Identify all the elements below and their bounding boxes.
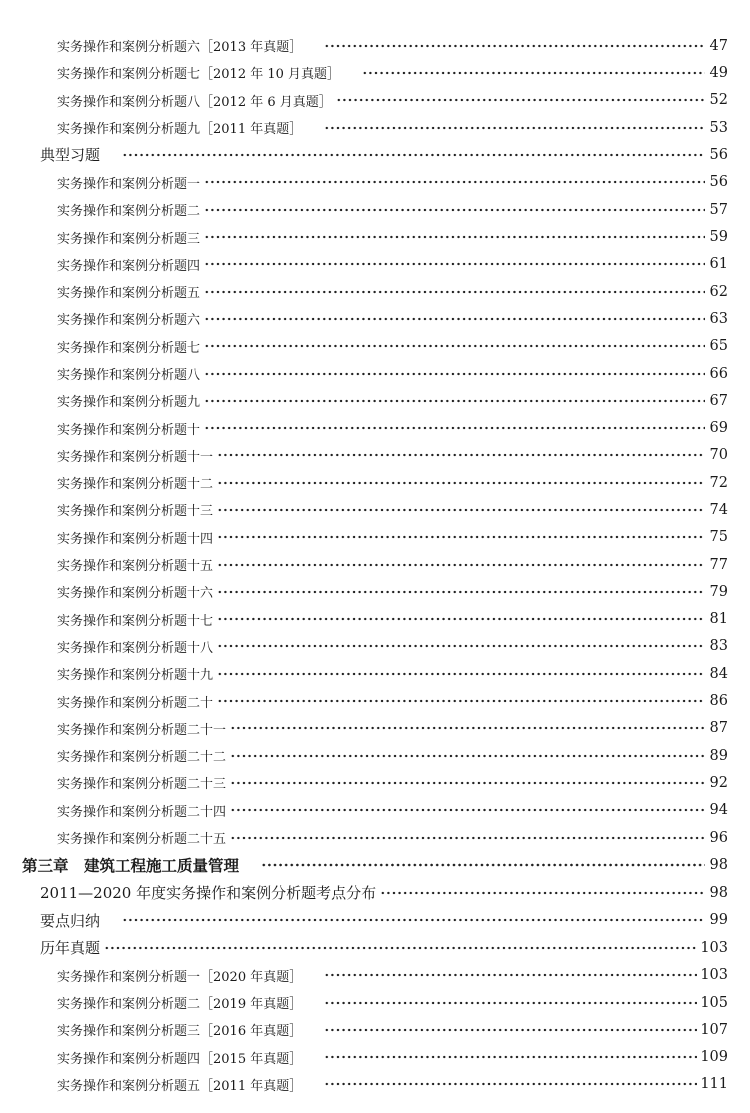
dot-leader <box>104 943 697 953</box>
toc-subsection-entry[interactable] <box>0 251 750 278</box>
toc-entry-page-number: 79 <box>709 583 728 600</box>
dot-leader <box>217 587 705 597</box>
toc-entry-page-number: 69 <box>709 420 728 437</box>
toc-entry-title: 实务操作和案例分析题二十五 <box>57 832 227 848</box>
toc-entry-title: 实务操作和案例分析题十九 <box>57 668 214 684</box>
toc-entry-page-number: 99 <box>709 912 728 929</box>
dot-leader <box>230 751 705 761</box>
toc-entry-page-number: 86 <box>709 693 728 710</box>
toc-section-entry[interactable] <box>0 141 750 169</box>
toc-entry-title: 实务操作和案例分析题九［2011 年真题］ <box>57 122 303 138</box>
toc-entry-page-number: 105 <box>700 994 728 1011</box>
toc-subsection-entry[interactable] <box>0 742 750 769</box>
toc-subsection-entry[interactable] <box>0 59 750 86</box>
toc-entry-title: 实务操作和案例分析题二十 <box>57 695 214 711</box>
toc-entry-page-number: 107 <box>700 1021 728 1038</box>
toc-subsection-entry[interactable] <box>0 551 750 578</box>
toc-entry-page-number: 61 <box>709 256 728 273</box>
toc-subsection-entry[interactable] <box>0 962 750 989</box>
toc-entry-page-number: 72 <box>709 474 728 491</box>
dot-leader <box>204 369 705 379</box>
dot-leader <box>324 1025 697 1035</box>
dot-leader <box>324 998 697 1008</box>
dot-leader <box>324 1052 697 1062</box>
toc-section-entry[interactable] <box>0 906 750 934</box>
toc-entry-title: 实务操作和案例分析题八 <box>57 368 201 383</box>
toc-entry-page-number: 84 <box>709 665 728 682</box>
toc-subsection-entry[interactable] <box>0 414 750 441</box>
toc-subsection-entry[interactable] <box>0 606 750 633</box>
dot-leader <box>217 614 705 624</box>
toc-subsection-entry[interactable] <box>0 715 750 742</box>
toc-entry-title: 2011—2020 年度实务操作和案例分析题考点分布 <box>40 884 377 903</box>
toc-subsection-entry[interactable] <box>0 578 750 605</box>
toc-subsection-entry[interactable] <box>0 797 750 824</box>
toc-subsection-entry[interactable] <box>0 1016 750 1043</box>
toc-entry-page-number: 56 <box>709 174 728 191</box>
dot-leader <box>204 232 705 242</box>
toc-subsection-entry[interactable] <box>0 469 750 496</box>
toc-subsection-entry[interactable] <box>0 524 750 551</box>
toc-subsection-entry[interactable] <box>0 387 750 414</box>
dot-leader <box>204 314 705 324</box>
toc-entry-title: 实务操作和案例分析题十四 <box>57 531 214 547</box>
toc-subsection-entry[interactable] <box>0 1071 750 1098</box>
toc-entry-page-number: 53 <box>709 119 728 136</box>
toc-subsection-entry[interactable] <box>0 223 750 250</box>
toc-entry-page-number: 94 <box>709 802 728 819</box>
toc-entry-page-number: 70 <box>709 447 728 464</box>
toc-subsection-entry[interactable] <box>0 1043 750 1070</box>
dot-leader <box>204 341 705 351</box>
dot-leader <box>362 68 705 78</box>
toc-entry-title: 实务操作和案例分析题十二 <box>57 477 214 493</box>
toc-subsection-entry[interactable] <box>0 278 750 305</box>
toc-entry-title: 实务操作和案例分析题四［2015 年真题］ <box>57 1051 303 1067</box>
toc-entry-page-number: 98 <box>709 884 728 901</box>
toc-entry-page-number: 66 <box>709 365 728 382</box>
dot-leader <box>217 478 705 488</box>
toc-entry-page-number: 47 <box>709 37 728 54</box>
toc-entry-page-number: 49 <box>709 64 728 81</box>
toc-entry-page-number: 111 <box>700 1076 728 1093</box>
toc-entry-title: 实务操作和案例分析题九 <box>57 395 201 411</box>
toc-subsection-entry[interactable] <box>0 360 750 387</box>
dot-leader <box>324 970 697 980</box>
dot-leader <box>122 150 705 160</box>
toc-entry-title: 实务操作和案例分析题三 <box>57 231 201 247</box>
dot-leader <box>217 669 705 679</box>
toc-chapter-entry[interactable] <box>0 851 750 879</box>
dot-leader <box>204 287 705 297</box>
toc-subsection-entry[interactable] <box>0 305 750 332</box>
toc-entry-title: 实务操作和案例分析题二 <box>57 204 201 220</box>
toc-subsection-entry[interactable] <box>0 496 750 523</box>
toc-entry-page-number: 89 <box>709 747 728 764</box>
dot-leader <box>230 778 705 788</box>
dot-leader <box>230 833 705 843</box>
dot-leader <box>217 505 705 515</box>
toc-entry-page-number: 109 <box>700 1049 728 1066</box>
toc-entry-title: 实务操作和案例分析题十三 <box>57 504 214 520</box>
toc-subsection-entry[interactable] <box>0 660 750 687</box>
dot-leader <box>217 696 705 706</box>
toc-subsection-entry[interactable] <box>0 989 750 1016</box>
toc-entry-title: 实务操作和案例分析题二十一 <box>57 722 227 738</box>
dot-leader <box>324 123 705 133</box>
toc-entry-title: 实务操作和案例分析题十一 <box>57 449 214 465</box>
toc-entry-page-number: 63 <box>709 310 728 327</box>
toc-entry-page-number: 83 <box>709 638 728 655</box>
toc-entry-title: 实务操作和案例分析题一［2020 年真题］ <box>57 969 303 985</box>
toc-entry-title: 历年真题 <box>40 939 101 958</box>
toc-entry-page-number: 57 <box>709 201 728 218</box>
toc-entry-page-number: 103 <box>700 967 728 984</box>
dot-leader <box>204 259 705 269</box>
toc-entry-title: 要点归纳 <box>40 911 101 930</box>
dot-leader <box>217 641 705 651</box>
toc-subsection-entry[interactable] <box>0 824 750 851</box>
dot-leader <box>204 205 705 215</box>
toc-entry-title: 实务操作和案例分析题八［2012 年 6 月真题］ <box>57 94 332 110</box>
toc-section-entry[interactable] <box>0 879 750 907</box>
toc-entry-title: 实务操作和案例分析题十五 <box>57 559 214 575</box>
toc-entry-title: 实务操作和案例分析题二［2019 年真题］ <box>57 997 303 1013</box>
toc-subsection-entry[interactable] <box>0 196 750 223</box>
toc-entry-page-number: 98 <box>709 857 728 873</box>
toc-subsection-entry[interactable] <box>0 442 750 469</box>
toc-entry-page-number: 56 <box>709 146 728 163</box>
toc-subsection-entry[interactable] <box>0 114 750 141</box>
dot-leader <box>204 177 705 187</box>
dot-leader <box>217 532 705 542</box>
dot-leader <box>324 1079 697 1089</box>
toc-entry-title: 实务操作和案例分析题十六 <box>57 586 214 602</box>
toc-subsection-entry[interactable] <box>0 769 750 796</box>
toc-entry-page-number: 77 <box>709 556 728 573</box>
toc-entry-title: 第三章 建筑工程施工质量管理 <box>22 856 240 875</box>
toc-entry-title: 实务操作和案例分析题六［2013 年真题］ <box>57 40 303 56</box>
toc-entry-title: 实务操作和案例分析题二十三 <box>57 777 227 793</box>
dot-leader <box>380 888 705 898</box>
toc-entry-page-number: 59 <box>709 229 728 246</box>
toc-entry-page-number: 87 <box>709 720 728 737</box>
dot-leader <box>261 860 705 870</box>
toc-subsection-entry[interactable] <box>0 687 750 714</box>
toc-entry-title: 实务操作和案例分析题七 <box>57 340 201 356</box>
toc-entry-title: 实务操作和案例分析题七［2012 年 10 月真题］ <box>57 67 341 83</box>
toc-entry-title: 实务操作和案例分析题一 <box>57 176 201 192</box>
toc-entry-page-number: 52 <box>709 92 728 109</box>
dot-leader <box>230 723 705 733</box>
dot-leader <box>204 423 705 433</box>
toc-entry-page-number: 74 <box>709 501 728 518</box>
toc-subsection-entry[interactable] <box>0 169 750 196</box>
toc-entry-title: 实务操作和案例分析题十八 <box>57 640 214 656</box>
toc-entry-title: 典型习题 <box>40 146 101 165</box>
toc-entry-title: 实务操作和案例分析题三［2016 年真题］ <box>57 1024 303 1040</box>
dot-leader <box>217 450 705 460</box>
dot-leader <box>204 396 705 406</box>
toc-entry-page-number: 75 <box>709 529 728 546</box>
dot-leader <box>217 560 705 570</box>
toc-entry-title: 实务操作和案例分析题十七 <box>57 613 214 629</box>
toc-entry-title: 实务操作和案例分析题二十二 <box>57 750 227 766</box>
toc-subsection-entry[interactable] <box>0 87 750 114</box>
toc-entry-page-number: 65 <box>709 338 728 355</box>
toc-entry-page-number: 62 <box>709 283 728 300</box>
toc-entry-page-number: 92 <box>709 774 728 791</box>
toc-entry-title: 实务操作和案例分析题五［2011 年真题］ <box>57 1078 303 1094</box>
table-of-contents <box>0 32 750 1098</box>
toc-entry-page-number: 67 <box>709 392 728 409</box>
toc-entry-page-number: 96 <box>709 829 728 846</box>
toc-entry-title: 实务操作和案例分析题十 <box>57 422 201 438</box>
toc-subsection-entry[interactable] <box>0 633 750 660</box>
toc-section-entry[interactable] <box>0 934 750 962</box>
toc-entry-title: 实务操作和案例分析题四 <box>57 258 201 274</box>
toc-subsection-entry[interactable] <box>0 32 750 59</box>
dot-leader <box>230 805 705 815</box>
toc-entry-page-number: 103 <box>700 939 728 956</box>
toc-entry-page-number: 81 <box>709 611 728 628</box>
dot-leader <box>122 915 705 925</box>
toc-entry-title: 实务操作和案例分析题五 <box>57 286 201 302</box>
toc-subsection-entry[interactable] <box>0 333 750 360</box>
toc-entry-title: 实务操作和案例分析题六 <box>57 313 201 329</box>
dot-leader <box>336 95 705 105</box>
toc-entry-title: 实务操作和案例分析题二十四 <box>57 804 227 820</box>
dot-leader <box>324 41 705 51</box>
